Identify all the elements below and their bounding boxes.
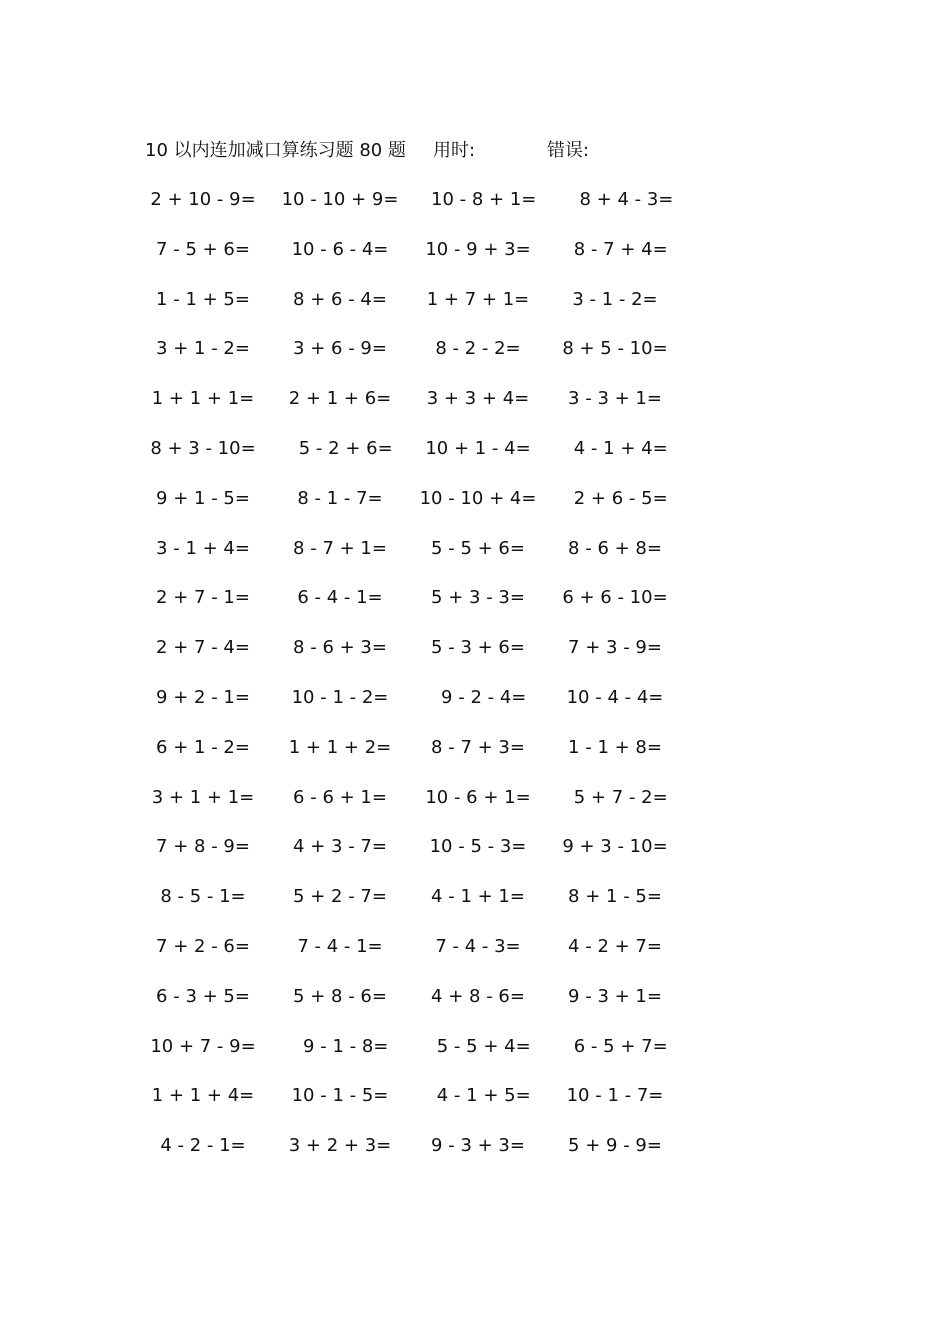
arithmetic-problem: 8 - 1 - 7= [297, 487, 383, 509]
arithmetic-problem: 9 - 2 - 4= [429, 686, 527, 708]
arithmetic-problem: 7 + 2 - 6= [156, 935, 250, 957]
arithmetic-problem: 3 + 1 - 2= [156, 338, 250, 360]
problem-row [0, 384, 950, 434]
arithmetic-problem: 1 - 1 + 8= [568, 736, 662, 758]
problem-row [0, 783, 950, 833]
error-count-label: 错误: [547, 140, 590, 161]
problem-row [0, 982, 950, 1032]
problem-row [0, 882, 950, 932]
arithmetic-problem: 6 - 4 - 1= [297, 587, 383, 609]
arithmetic-problem: 4 + 3 - 7= [293, 836, 387, 858]
arithmetic-problem: 10 + 7 - 9= [150, 1035, 256, 1057]
arithmetic-problem: 5 - 2 + 6= [287, 437, 393, 459]
arithmetic-problem: 7 - 4 - 3= [435, 935, 521, 957]
arithmetic-problem: 9 - 3 + 3= [431, 1135, 525, 1157]
arithmetic-problem: 7 + 3 - 9= [568, 637, 662, 659]
arithmetic-problem: 10 - 9 + 3= [425, 238, 531, 260]
problem-grid [0, 185, 950, 1181]
arithmetic-problem: 4 - 2 + 7= [568, 935, 662, 957]
arithmetic-problem: 2 + 1 + 6= [288, 388, 392, 410]
arithmetic-problem: 5 + 7 - 2= [562, 786, 668, 808]
arithmetic-problem: 8 + 4 - 3= [556, 189, 674, 210]
arithmetic-problem: 2 + 7 - 1= [156, 587, 250, 609]
arithmetic-problem: 1 + 1 + 2= [288, 736, 392, 758]
problem-row [0, 583, 950, 633]
arithmetic-problem: 5 - 5 + 6= [431, 537, 525, 559]
time-used-label: 用时: [433, 140, 476, 161]
arithmetic-problem: 5 + 8 - 6= [293, 985, 387, 1007]
arithmetic-problem: 6 - 3 + 5= [156, 985, 250, 1007]
arithmetic-problem: 9 - 3 + 1= [568, 985, 662, 1007]
arithmetic-problem: 7 - 4 - 1= [297, 935, 383, 957]
arithmetic-problem: 5 + 9 - 9= [568, 1135, 662, 1157]
problem-row [0, 285, 950, 335]
arithmetic-problem: 10 - 6 - 4= [291, 238, 389, 260]
arithmetic-problem: 1 + 1 + 4= [151, 1085, 255, 1107]
arithmetic-problem: 9 - 1 - 8= [291, 1035, 389, 1057]
arithmetic-problem: 5 + 2 - 7= [293, 886, 387, 908]
arithmetic-problem: 10 - 10 + 4= [419, 487, 537, 509]
arithmetic-problem: 2 + 10 - 9= [150, 189, 256, 210]
arithmetic-problem: 10 - 6 + 1= [425, 786, 531, 808]
arithmetic-problem: 7 + 8 - 9= [156, 836, 250, 858]
arithmetic-problem: 3 - 1 - 2= [572, 288, 658, 310]
arithmetic-problem: 2 + 7 - 4= [156, 637, 250, 659]
problem-row [0, 1131, 950, 1181]
arithmetic-problem: 4 - 1 + 1= [431, 886, 525, 908]
arithmetic-problem: 1 - 1 + 5= [156, 288, 250, 310]
problem-row [0, 534, 950, 584]
arithmetic-problem: 4 - 1 + 5= [425, 1085, 531, 1107]
arithmetic-problem: 8 + 1 - 5= [568, 886, 662, 908]
arithmetic-problem: 10 + 1 - 4= [425, 437, 531, 459]
arithmetic-problem: 8 - 6 + 3= [293, 637, 387, 659]
arithmetic-problem: 3 - 3 + 1= [568, 388, 662, 410]
arithmetic-problem: 3 + 1 + 1= [151, 786, 255, 808]
arithmetic-problem: 10 - 1 - 7= [566, 1085, 664, 1107]
problem-row [0, 633, 950, 683]
arithmetic-problem: 3 + 2 + 3= [288, 1135, 392, 1157]
arithmetic-problem: 6 + 1 - 2= [156, 736, 250, 758]
arithmetic-problem: 3 + 3 + 4= [426, 388, 530, 410]
problem-row [0, 235, 950, 285]
arithmetic-problem: 8 + 5 - 10= [562, 338, 668, 360]
arithmetic-problem: 6 - 6 + 1= [293, 786, 387, 808]
arithmetic-problem: 8 - 6 + 8= [568, 537, 662, 559]
arithmetic-problem: 10 - 8 + 1= [419, 189, 537, 210]
problem-row [0, 334, 950, 384]
problem-row [0, 484, 950, 534]
arithmetic-problem: 5 + 3 - 3= [431, 587, 525, 609]
arithmetic-problem: 9 + 1 - 5= [156, 487, 250, 509]
arithmetic-problem: 1 + 7 + 1= [426, 288, 530, 310]
problem-row [0, 832, 950, 882]
arithmetic-problem: 10 - 5 - 3= [429, 836, 527, 858]
arithmetic-problem: 3 + 6 - 9= [293, 338, 387, 360]
problem-row [0, 1081, 950, 1131]
arithmetic-problem: 9 + 3 - 10= [562, 836, 668, 858]
arithmetic-problem: 10 - 1 - 5= [291, 1085, 389, 1107]
problem-row [0, 1032, 950, 1082]
problem-row [0, 733, 950, 783]
arithmetic-problem: 8 - 5 - 1= [160, 886, 246, 908]
arithmetic-problem: 1 + 1 + 1= [151, 388, 255, 410]
worksheet-title: 10 以内连加减口算练习题 80 题 [145, 140, 406, 161]
problem-row [0, 932, 950, 982]
arithmetic-problem: 5 - 3 + 6= [431, 637, 525, 659]
problem-row [0, 185, 950, 235]
arithmetic-problem: 8 - 2 - 2= [435, 338, 521, 360]
arithmetic-problem: 8 - 7 + 1= [293, 537, 387, 559]
arithmetic-problem: 8 + 6 - 4= [293, 288, 387, 310]
problem-row [0, 434, 950, 484]
arithmetic-problem: 10 - 10 + 9= [281, 189, 399, 210]
arithmetic-problem: 10 - 4 - 4= [566, 686, 664, 708]
arithmetic-problem: 6 - 5 + 7= [562, 1035, 668, 1057]
arithmetic-problem: 8 - 7 + 3= [431, 736, 525, 758]
arithmetic-problem: 9 + 2 - 1= [156, 686, 250, 708]
arithmetic-problem: 4 - 2 - 1= [160, 1135, 246, 1157]
arithmetic-problem: 8 - 7 + 4= [562, 238, 668, 260]
arithmetic-problem: 8 + 3 - 10= [150, 437, 256, 459]
arithmetic-problem: 4 - 1 + 4= [562, 437, 668, 459]
arithmetic-problem: 10 - 1 - 2= [291, 686, 389, 708]
arithmetic-problem: 2 + 6 - 5= [562, 487, 668, 509]
problem-row [0, 683, 950, 733]
arithmetic-problem: 6 + 6 - 10= [562, 587, 668, 609]
arithmetic-problem: 5 - 5 + 4= [425, 1035, 531, 1057]
arithmetic-problem: 3 - 1 + 4= [156, 537, 250, 559]
arithmetic-problem: 4 + 8 - 6= [431, 985, 525, 1007]
arithmetic-problem: 7 - 5 + 6= [156, 238, 250, 260]
